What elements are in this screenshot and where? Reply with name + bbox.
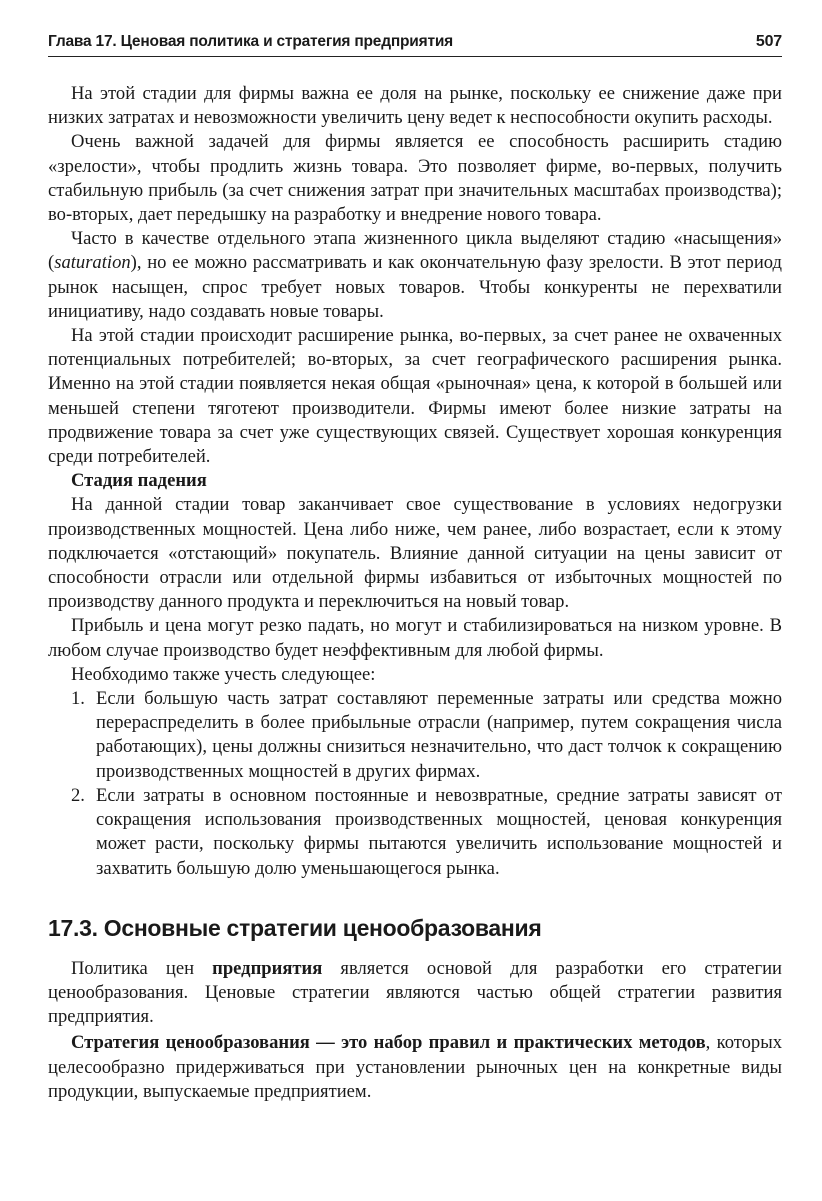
list-item-text: Если большую часть затрат составляют переменные затраты или средства можно перераспределить в более прибыльные отрасли (например, путем сокращения числа работающих), цены должны снизиться незначительно, что даст толчок к сокращению производственных мощностей в других фирмах. — [96, 688, 782, 782]
numbered-list — [48, 687, 782, 881]
text-run: Часто в качестве отдельного этапа жизненного цикла выделяют стадию «насыщения» ( — [48, 228, 782, 274]
running-header — [48, 30, 782, 57]
page-number: 507 — [755, 33, 782, 50]
bold-term: предприятия — [212, 957, 323, 979]
bold-definition: Стратегия ценообразования — это набор правил и практических методов — [71, 1032, 706, 1054]
body-text — [48, 82, 782, 1104]
chapter-title: Глава 17. Ценовая политика и стратегия предприятия — [48, 33, 454, 50]
paragraph: На этой стадии происходит расширение рынка, во-первых, за счет ранее не охваченных потенциальных потребителей; во-вторых, за счет географического расширения рынка. Именно на этой стадии появляется некая общая «рыночная» цена, к которой в большей или меньшей степени тяготеют производители. Фирмы имеют более низкие затраты на продвижение товара за счет уже существующих связей. Существует хорошая конкуренция среди потребителей. — [48, 325, 782, 468]
text-run: , которых целесообразно придерживаться при установлении рыночных цен на конкретные виды продукции, выпускаемые предприятием. — [48, 1032, 783, 1102]
paragraph: Необходимо также учесть следующее: — [71, 663, 376, 685]
list-number: 1. — [71, 688, 85, 710]
list-item-text: Если затраты в основном постоянные и невозвратные, средние затраты зависят от сокращения использования производственных мощностей, ценовая конкуренция может расти, поскольку фирмы пытаются увеличить использование мощностей и захватить большую долю уменьшающегося рынка. — [96, 784, 782, 879]
subheading-decline-stage: Стадия падения — [71, 470, 207, 492]
list-item — [48, 784, 782, 881]
paragraph: На данной стадии товар заканчивает свое существование в условиях недогрузки производственных мощностей. Цена либо ниже, чем ранее, либо возрастает, если к этому подключается «отстающий» покупатель. Влияние данной ситуации на цены зависит от способности отрасли или отдельной фирмы избавиться от избыточных мощностей по производству данного продукта и переключиться на новый товар. — [48, 494, 782, 613]
paragraph: Очень важной задачей для фирмы является ее способность расширить стадию «зрелости», чтобы продлить жизнь товара. Это позволяет фирме, во-первых, получить стабильную прибыль (за счет снижения затрат при значительных масштабах производства); во-вторых, дает передышку на разработку и внедрение нового товара. — [48, 131, 782, 226]
paragraph — [48, 957, 782, 1030]
paragraph: Прибыль и цена могут резко падать, но могут и стабилизироваться на низком уровне. В любом случае производство будет неэффективным для любой фирмы. — [48, 615, 782, 661]
definition-paragraph — [48, 1031, 782, 1104]
paragraph — [48, 227, 782, 324]
italic-term: saturation — [54, 252, 131, 274]
text-run: ), но ее можно рассматривать и как окончательную фазу зрелости. В этот период рынок насыщен, спрос требует новых товаров. Чтобы конкуренты не перехватили инициативу, надо создавать новые товары. — [48, 252, 782, 322]
paragraph: На этой стадии для фирмы важна ее доля на рынке, поскольку ее снижение даже при низких затратах и невозможности увеличить цену ведет к неспособности окупить расходы. — [48, 83, 782, 129]
text-run: является основой для разработки его стратегии ценообразования. Ценовые стратегии являются частью общей стратегии развития предприятия. — [48, 957, 782, 1028]
text-run: Политика цен — [71, 957, 213, 979]
section-heading: 17.3. Основные стратегии ценообразования — [48, 914, 542, 941]
list-number: 2. — [71, 784, 85, 806]
list-item — [48, 687, 782, 784]
